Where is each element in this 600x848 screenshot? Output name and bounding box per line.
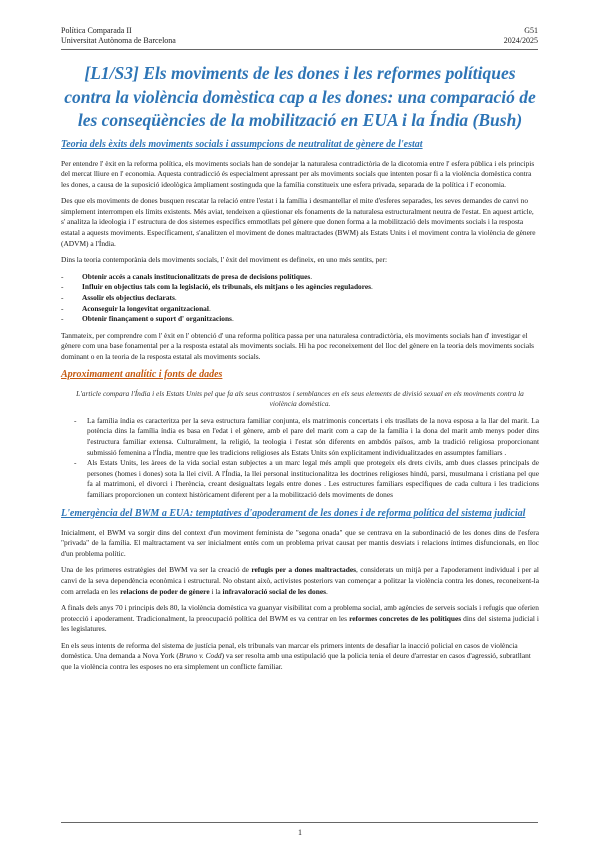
paragraph: Tanmateix, per comprendre com l' èxit en l' obtenció d' una reforma política passa per una naturalesa contradictòria, els moviments socials han d' investigar el gènere com una base fonamental per a la resposta estatal als moviments socials. Hi ha poc reconeixement del lloc del gènere en la teoria dels moviments socials dominant o en la teoria de la resposta estatal als moviments socials. — [61, 330, 535, 361]
list-item: - Als Estats Units, les àrees de la vida social estan subjectes a un marc legal més ampli que protegeix els drets civils, amb dues classes principals de persones (homes i dones) sota la llei civil. A l'Índia, la llei personal institucionalitza les doctrines religioses hindú, parsi, musulmana i cristiana pel que fa al matrimoni, el divorci i l'herència, creant desigualtats legals entre dones . Les estructures familiars específiques de cada cultura i les tradicions familiars proporcionen un context històricament diferent per a la mobilització dels moviments de dones — [74, 458, 539, 499]
list-item: - Influir en objectius tals com la legislació, els tribunals, els mitjans o les agències reguladores. — [61, 282, 373, 292]
paragraph: Per entendre l' èxit en la reforma política, els moviments socials han de sondejar la naturalesa contradictòria de la dicotomia entre l' esfera pública i els principis del mercat lliure en l' economia. Aquesta contradicció és especialment apressant per als moviments socials que intenten posar fi a la violència domèstica contra les dones, a causa de la suposició ideològica àmpliament sostinguda que la família constitueix une esfera privada, separada de la política i l' economia. — [61, 158, 535, 189]
italic-summary: L'article compara l'Índia i els Estats Units pel que fa als seus contrastos i semblances en els seus elements de divisió sexual en els moviments contra la violència domèstica. — [76, 388, 524, 409]
list-item: - La família índia es caracteritza per la seva estructura familiar conjunta, els matrimonis concertats i els trasllats de la nova esposa a la llar del marit. La potència dins la família índia es basa en l'edat i el gènere, amb el pare del marit com a cap de la família i la dona del marit amb menys poder dins l'estructura familiar extensa. Culturalment, la religió, la teologia i l'estat són diferents en ambdós països, amb la tradició religiosa proporcionant submissió femenina a l'Índia, mentre que les tradicions religioses als Estats Units són explícitament individualitzades en assumptes familiars . — [74, 415, 539, 457]
paragraph: Dins la teoria contemporània dels moviments socials, l' èxit del moviment es defineix, en uno més sentits, per: — [61, 255, 388, 265]
list-item: - Aconseguir la longevitat organitzacional. — [61, 303, 211, 313]
page-header-right — [504, 26, 538, 46]
footer-divider — [61, 822, 538, 823]
section-heading-bwm: L'emergència del BWM a EUA: temptatives d'apoderament de les dones i de reforma política del sistema judicial — [61, 507, 526, 519]
page-header-left — [61, 26, 176, 46]
section-heading-approach: Aproximament analític i fonts de dades — [61, 368, 223, 380]
document-body — [61, 62, 539, 679]
list-item: - Obtenir accés a canals institucionalitzats de presa de decisions polítiques. — [61, 271, 313, 281]
header-divider — [61, 49, 538, 50]
paragraph: Una de les primeres estratègies del BWM va ser la creació de refugis per a dones maltractades, considerats un mitjà per a l'apoderament individual i per al canvi de la seva dependència econòmica i estructural. No obstant això, activistes posteriors van començar a politzar la violència contra les dones, reconeixent-la com arrelada en les relacions de poder de gènere i la infravaloració social de les dones. — [61, 565, 539, 596]
paragraph: A finals dels anys 70 i principis dels 80, la violència domèstica va guanyar visibilitat com a problema social, amb agències de serveis socials i refugis que oferien protecció i apoderament. Tradicionalment, la preocupació política del BWM es va centrar en les reformes concretes de les polítiques dins del sistema judicial i les legislatures. — [61, 603, 539, 634]
comparison-list — [61, 416, 539, 501]
document-title: [L1/S3] Els moviments de les dones i les reformes polítiques contra la violència domèstica cap a les dones: una comparació de les conseqüències de la mobilització en EUA i la Índia (Bush) — [64, 63, 536, 130]
section-heading-theory: Teoria dels èxits dels moviments socials i assumpcions de neutralitat de gènere de l'estat — [61, 138, 423, 150]
paragraph: Des que els moviments de dones busquen rescatar la relació entre l'estat i la família i desmantellar el mite d'esferes separades, les seves demandes de canvi no simplement interrompen els límits existents. Més aviat, tendeixen a qüestionar els fonaments de la naturalesa estructuralment neutra de l'estat. En aquest article, s' analitza la ideologia i l' estructura de dos sistemes específics emmotllats pel gènere que donen forma a la mobilització dels moviments socials i la resposta estatal a aquests moviments. Específicament, s'analitzen el moviment de dones maltractades (BWM) als Estats Units i el moviment contra la violència de gènere (ADVM) a l'Índia. — [61, 196, 536, 248]
success-criteria-list — [61, 272, 539, 325]
page-number: 1 — [298, 828, 302, 837]
header-year: 2024/2025 — [503, 36, 538, 45]
header-course: Política Comparada II — [61, 26, 132, 35]
list-item: - Assolir els objectius declarats. — [61, 293, 177, 303]
paragraph: Inicialment, el BWM va sorgir dins del context d'un moviment feminista de "segona onada" que se centrava en la subordinació de les dones dins de l'esfera "privada" de la família. El maltractament va ser inicialment entès com un problema privat causat per mantis desviats i relacions íntimes disfuncionals, en lloc d'un problema polític. — [61, 527, 539, 558]
paragraph: En els seus intents de reforma del sistema de justícia penal, els tribunals van marcar els primers intents de desafiar la inacció policial en casos de violència domèstica. Una demanda a Nova York (Bruno v. Codd) va ser resolta amb una estipulació que la policia tenia el deure d'arrestar en casos d'agressió, subratllant que la violència contra les esposes no era simplement un conflicte familiar. — [61, 640, 531, 672]
list-item: - Obtenir finançament o suport d' organitzacions. — [61, 314, 234, 324]
header-university: Universitat Autònoma de Barcelona — [61, 36, 176, 45]
header-group: G51 — [524, 26, 538, 35]
